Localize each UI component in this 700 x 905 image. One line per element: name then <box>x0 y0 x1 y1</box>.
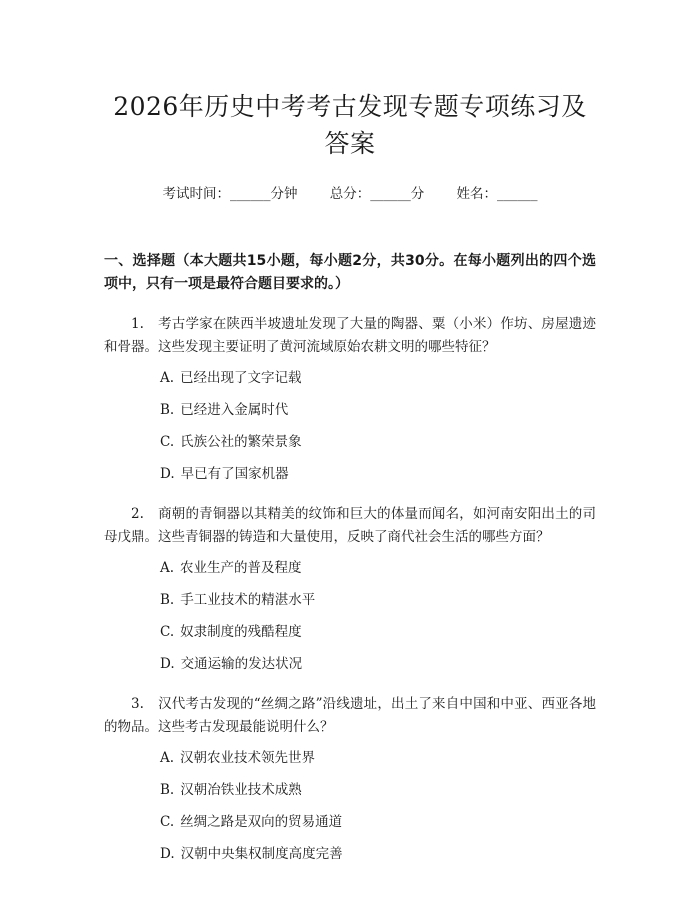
question-2 <box>104 503 596 676</box>
question-stem <box>104 313 596 358</box>
option-text: 汉朝中央集权制度高度完善 <box>180 846 343 862</box>
option-letter: B. <box>160 592 175 608</box>
question-stem <box>104 503 596 548</box>
exam-info <box>104 184 596 204</box>
question-stem <box>104 693 596 738</box>
option-text: 交通运输的发达状况 <box>180 656 303 672</box>
option-letter: B. <box>160 402 175 418</box>
option-b[interactable] <box>104 589 596 612</box>
option-d[interactable] <box>104 843 596 866</box>
option-text: 已经出现了文字记载 <box>180 370 302 386</box>
question-1 <box>104 313 596 486</box>
option-text: 汉朝农业技术领先世界 <box>180 750 316 766</box>
option-a[interactable] <box>104 557 596 580</box>
option-b[interactable] <box>104 399 596 422</box>
option-letter: D. <box>160 846 175 862</box>
option-letter: D. <box>160 656 175 672</box>
document-title: 2026年历史中考考古发现专题专项练习及答案 <box>113 92 587 158</box>
option-text: 丝绸之路是双向的贸易通道 <box>180 814 343 830</box>
option-letter: D. <box>160 466 175 482</box>
option-text: 农业生产的普及程度 <box>180 560 302 576</box>
option-letter: C. <box>160 434 175 450</box>
question-number: 1. <box>131 316 144 332</box>
question-text: 商朝的青铜器以其精美的纹饰和巨大的体量而闻名，如河南安阳出土的司母戊鼎。这些青铜器的铸造和大量使用，反映了商代社会生活的哪些方面？ <box>104 506 596 545</box>
option-text: 早已有了国家机器 <box>180 466 289 482</box>
option-list <box>104 367 596 486</box>
option-text: 汉朝冶铁业技术成熟 <box>180 782 302 798</box>
option-a[interactable] <box>104 367 596 390</box>
option-c[interactable] <box>104 811 596 834</box>
option-letter: C. <box>160 814 175 830</box>
question-3 <box>104 693 596 866</box>
option-c[interactable] <box>104 431 596 454</box>
option-a[interactable] <box>104 747 596 770</box>
option-letter: A. <box>160 370 175 386</box>
total-score-field: 总分：______分 <box>329 186 425 202</box>
option-letter: A. <box>160 560 175 576</box>
question-text: 汉代考古发现的“丝绸之路”沿线遗址，出土了来自中国和中亚、西亚各地的物品。这些考古发现最能说明什么？ <box>104 696 596 735</box>
question-number: 3. <box>131 696 144 712</box>
option-text: 已经进入金属时代 <box>180 402 289 418</box>
option-letter: A. <box>160 750 175 766</box>
option-letter: B. <box>160 782 175 798</box>
option-text: 氏族公社的繁荣景象 <box>180 434 302 450</box>
option-c[interactable] <box>104 621 596 644</box>
section-heading: 一、选择题（本大题共15小题，每小题2分，共30分。在每小题列出的四个选项中，只有一项是最符合题目要求的。） <box>104 253 596 292</box>
exam-time-field: 考试时间：______分钟 <box>162 186 298 202</box>
option-d[interactable] <box>104 463 596 486</box>
option-list <box>104 747 596 866</box>
option-letter: C. <box>160 624 175 640</box>
option-list <box>104 557 596 676</box>
option-text: 奴隶制度的残酷程度 <box>180 624 302 640</box>
option-d[interactable] <box>104 653 596 676</box>
option-text: 手工业技术的精湛水平 <box>180 592 316 608</box>
question-number: 2. <box>131 506 144 522</box>
question-text: 考古学家在陕西半坡遗址发现了大量的陶器、粟（小米）作坊、房屋遗迹和骨器。这些发现主要证明了黄河流域原始农耕文明的哪些特征？ <box>104 316 596 355</box>
option-b[interactable] <box>104 779 596 802</box>
name-field: 姓名：______ <box>456 186 538 202</box>
question-list <box>104 313 596 866</box>
